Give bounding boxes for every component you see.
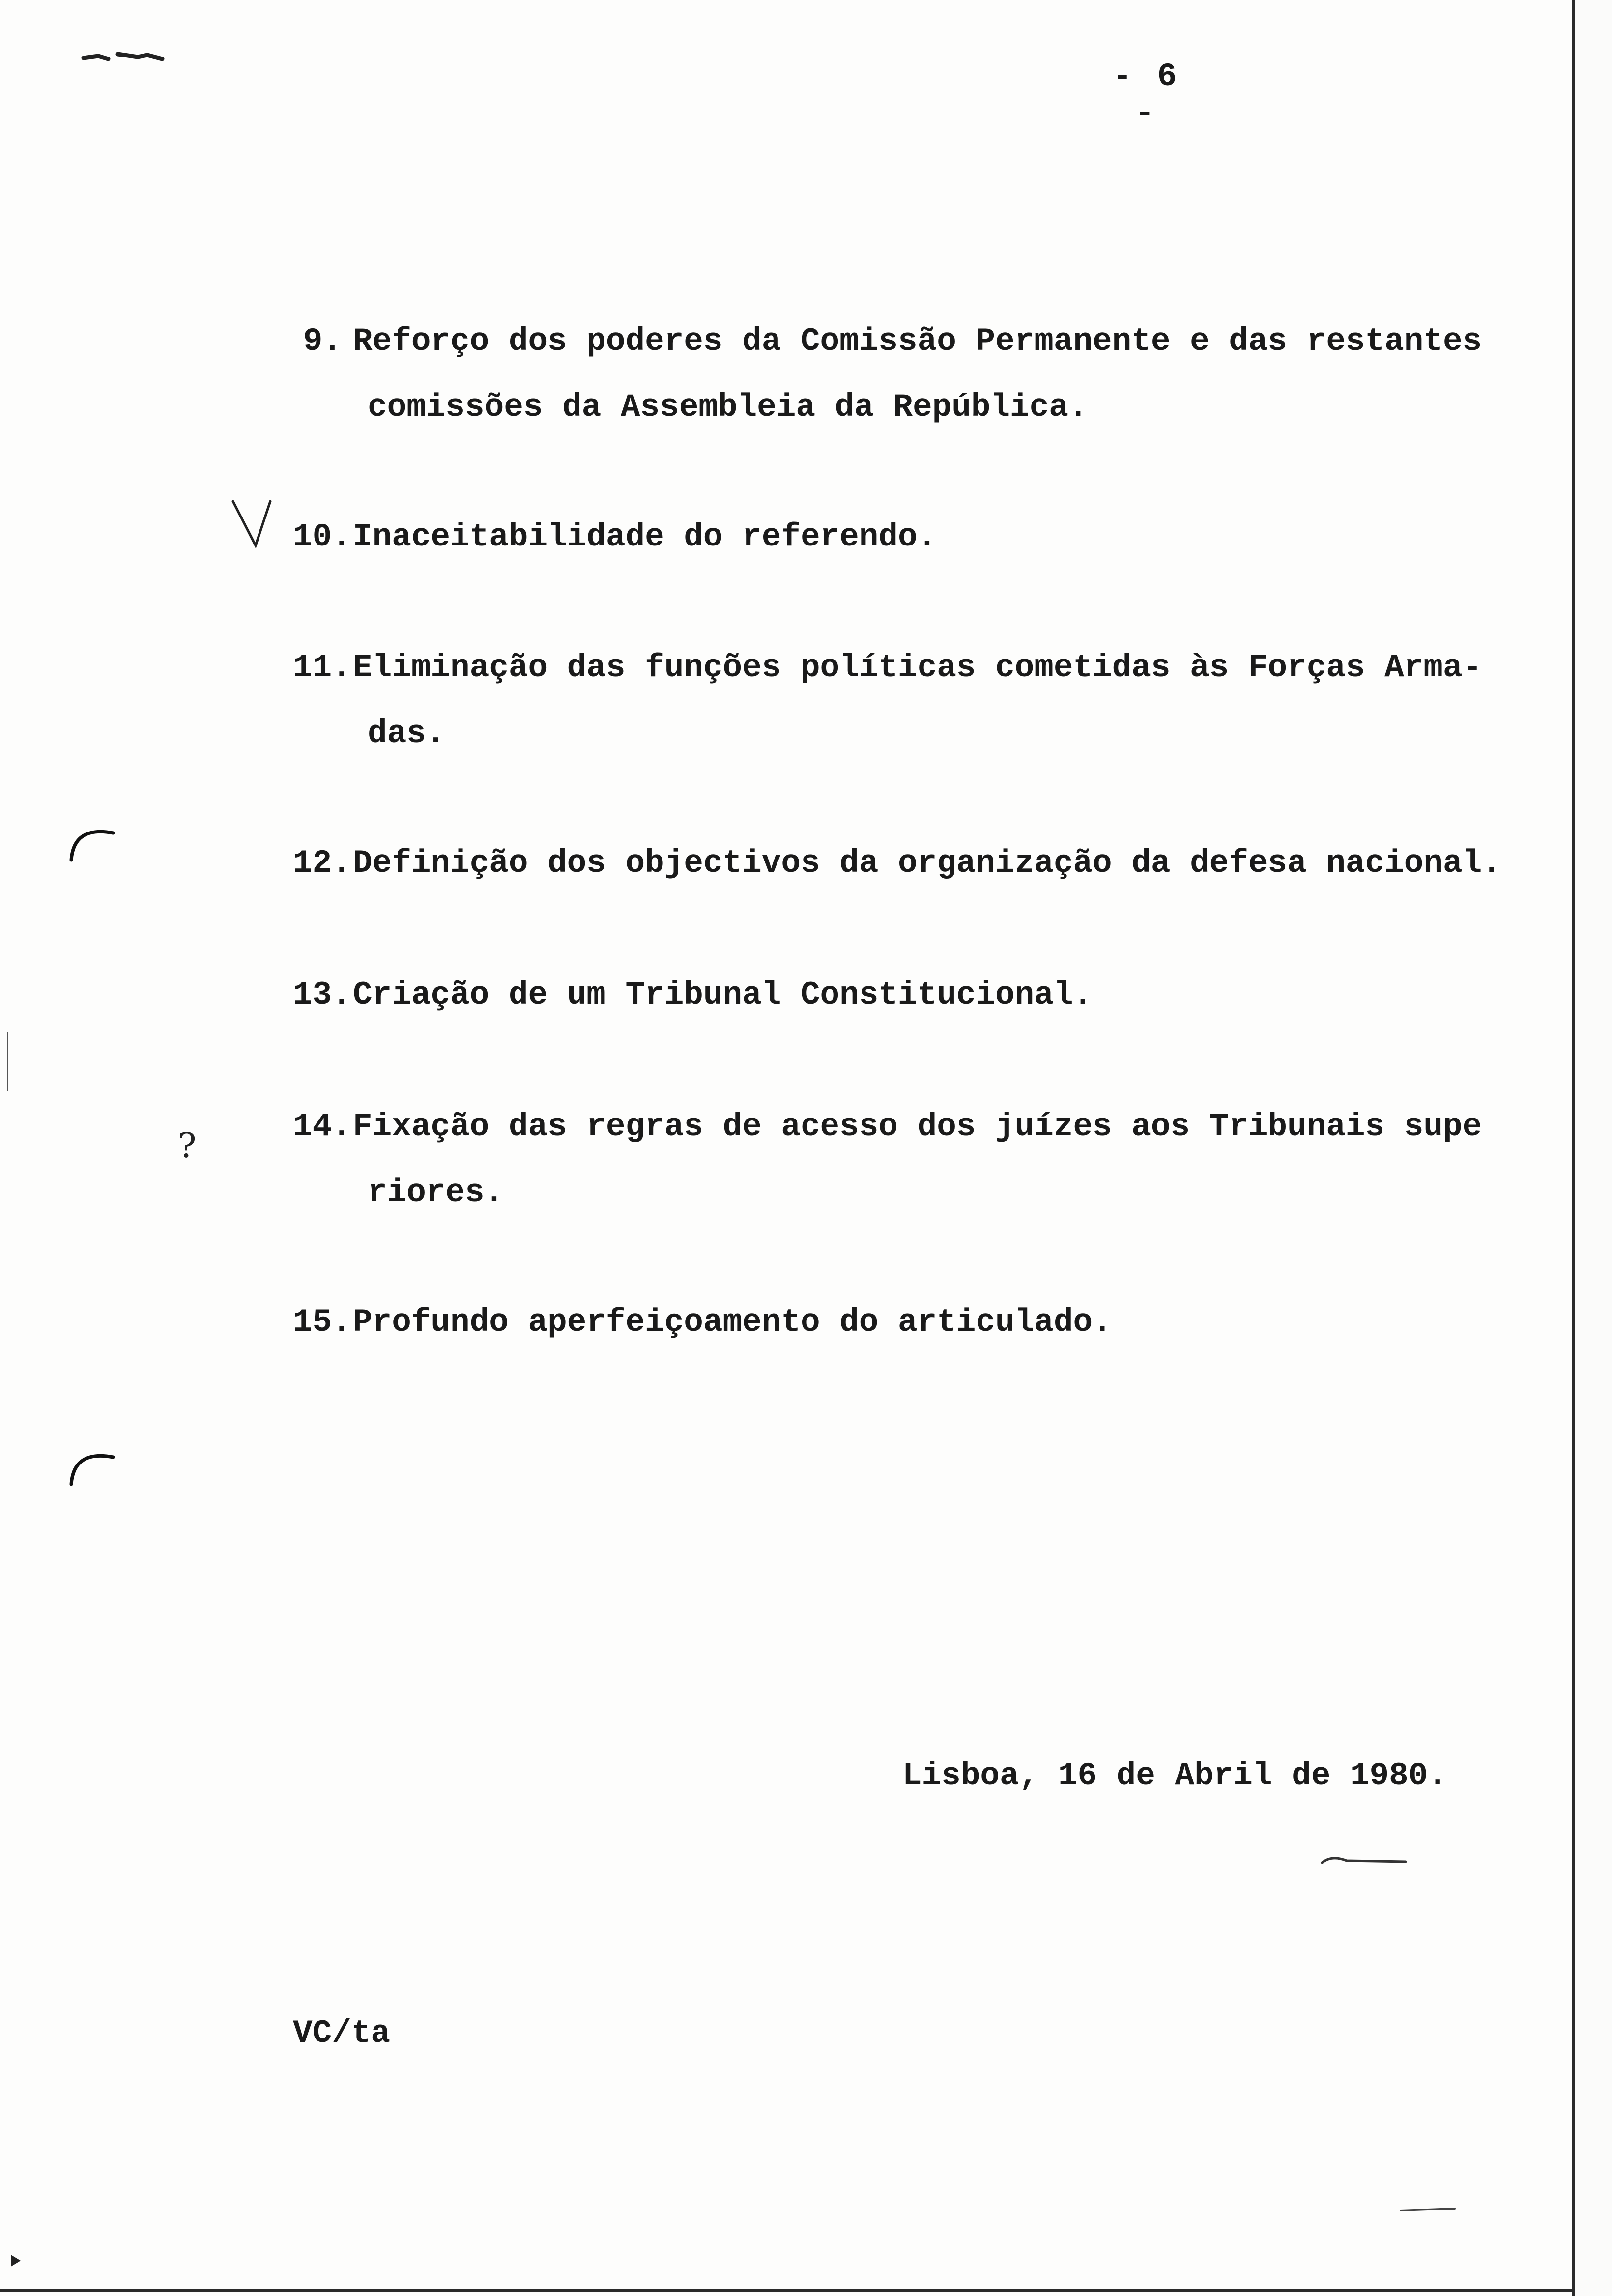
- page-edge-right: [1572, 0, 1575, 2296]
- scan-margin: [1575, 0, 1612, 2296]
- item-text-line: Eliminação das funções políticas cometidas às Forças Arma-: [353, 649, 1482, 686]
- item-number: 9.: [303, 323, 342, 360]
- scan-artifact-mark: [1317, 1848, 1415, 1872]
- list-item: [293, 1290, 1112, 1355]
- page-edge-bottom: [0, 2289, 1575, 2292]
- item-text-line: das.: [368, 715, 446, 752]
- item-text-line: Inaceitabilidade do referendo.: [353, 518, 937, 555]
- item-text-line: comissões da Assembleia da República.: [368, 389, 1088, 426]
- list-item: [293, 831, 1501, 896]
- list-item: [293, 962, 1093, 1028]
- item-number: 11.: [293, 649, 351, 686]
- item-number: 14.: [293, 1108, 351, 1145]
- item-text-line: Profundo aperfeiçoamento do articulado.: [353, 1304, 1112, 1341]
- item-text-line: Reforço dos poderes da Comissão Permanente e das restantes: [353, 323, 1482, 360]
- item-text-line: Fixação das regras de acesso dos juízes aos Tribunais supe: [353, 1108, 1482, 1145]
- page-edge-left: [7, 1032, 8, 1091]
- item-number: 13.: [293, 976, 351, 1013]
- item-number: 12.: [293, 845, 351, 882]
- list-item: [293, 1094, 1482, 1226]
- check-mark-annotation: [226, 491, 290, 560]
- item-number: 10.: [293, 518, 351, 555]
- item-number: 15.: [293, 1304, 351, 1341]
- margin-question-annotation: ?: [178, 1125, 197, 1166]
- list-item: [293, 635, 1482, 767]
- hole-punch-arc: [64, 816, 123, 865]
- scan-artifact-mark: [7, 2251, 27, 2270]
- page-number: - 6 -: [1112, 58, 1180, 132]
- item-text-line: Definição dos objectivos da organização da defesa nacional.: [353, 845, 1501, 882]
- typist-initials: VC/ta: [293, 2015, 391, 2052]
- hole-punch-arc: [64, 1440, 123, 1489]
- list-item: [293, 309, 1482, 440]
- scan-artifact-mark: [1396, 2202, 1465, 2216]
- place-and-date: Lisboa, 16 de Abril de 1980.: [902, 1757, 1447, 1794]
- item-text-line: riores.: [368, 1174, 504, 1211]
- list-item: [293, 504, 937, 570]
- item-text-line: Criação de um Tribunal Constitucional.: [353, 976, 1093, 1013]
- scan-artifact-mark: [79, 44, 192, 69]
